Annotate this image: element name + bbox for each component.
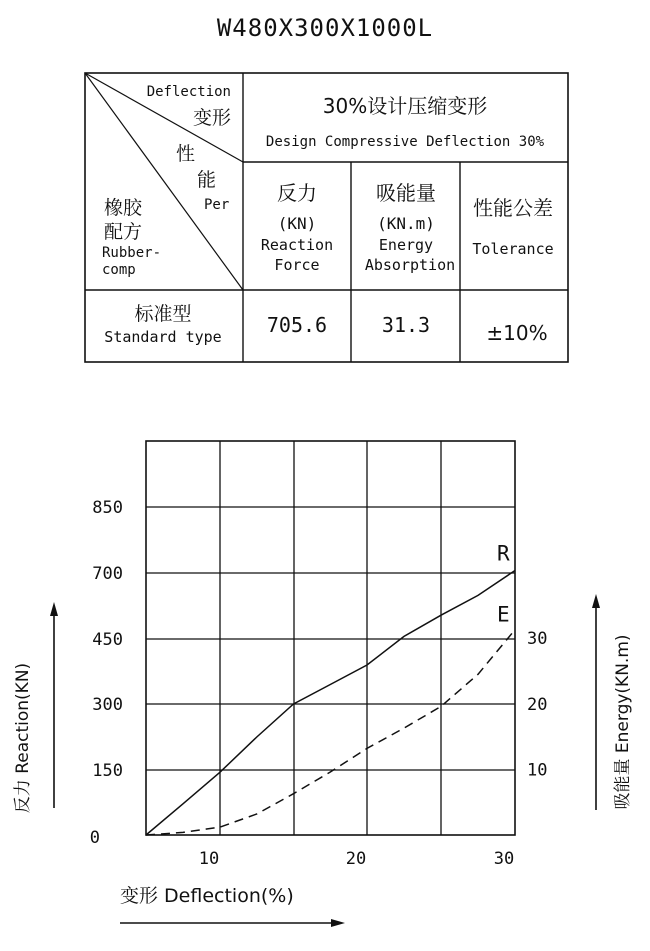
row-reaction-value: 705.6: [266, 313, 328, 337]
series-label-e: E: [497, 602, 510, 627]
x-axis-label: 变形 Deflection(%): [120, 885, 294, 907]
col-energy-en1: Energy: [378, 236, 434, 254]
col-reaction-en1: Reaction: [260, 236, 334, 254]
left-axis-arrow-head: [50, 602, 58, 616]
col-tolerance-cn: 性能公差: [473, 196, 553, 220]
corner-deflection-en: Deflection: [146, 84, 231, 100]
col-reaction-unit: (KN): [277, 214, 317, 233]
corner-per-cn-1: 性: [176, 143, 196, 165]
series-line-e: [146, 630, 515, 835]
x-tick-label: 10: [198, 849, 220, 869]
deflection-chart: [13, 441, 633, 927]
column-header-reaction: [261, 181, 333, 274]
left-tick-label: 850: [92, 498, 123, 518]
row-energy-value: 31.3: [381, 313, 431, 337]
corner-per-en: Per: [204, 197, 230, 213]
series-line-r: [146, 571, 515, 836]
left-tick-label: 150: [92, 761, 123, 781]
col-reaction-en2: Force: [274, 256, 320, 274]
left-tick-label: 300: [92, 695, 123, 715]
left-tick-label: 700: [92, 564, 123, 584]
row-label-en: Standard type: [104, 328, 222, 346]
corner-per-cn-2: 能: [197, 169, 217, 191]
series-label-r: R: [497, 541, 510, 566]
x-axis-arrow-head: [331, 919, 345, 927]
col-energy-cn: 吸能量: [376, 181, 436, 205]
col-energy-unit: (KN.m): [377, 214, 435, 233]
x-tick-label: 20: [345, 849, 367, 869]
x-tick-label: 30: [493, 849, 515, 869]
left-tick-label: 450: [92, 630, 123, 650]
chart-grid: [146, 441, 515, 835]
corner-rubber-en-2: comp: [102, 262, 136, 278]
right-axis-label: 吸能量 Energy(KN.m): [613, 634, 633, 810]
right-axis-arrow-head: [592, 594, 600, 608]
right-tick-label: 20: [527, 694, 548, 715]
design-deflection-cn: 30%设计压缩变形: [322, 94, 488, 118]
corner-rubber-cn-2: 配方: [104, 221, 143, 243]
row-label-cn: 标准型: [134, 303, 192, 325]
col-tolerance-en1: Tolerance: [472, 240, 554, 258]
right-tick-label: 30: [527, 629, 548, 650]
column-header-energy: [365, 181, 455, 274]
page-title: W480X300X1000L: [216, 14, 434, 42]
col-energy-en2: Absorption: [364, 256, 456, 274]
left-axis-ticks: [90, 498, 123, 848]
x-axis-ticks: [199, 849, 514, 869]
right-axis-ticks: [527, 629, 547, 780]
right-tick-label: 10: [527, 760, 548, 781]
series-labels: [497, 542, 510, 627]
corner-deflection-cn: 变形: [192, 107, 231, 129]
chart-series: [146, 571, 515, 836]
left-tick-label: 0: [89, 828, 100, 848]
corner-rubber-en-1: Rubber-: [102, 245, 162, 261]
col-reaction-cn: 反力: [277, 181, 317, 205]
left-axis-label: 反力 Reaction(KN): [13, 662, 33, 814]
corner-rubber-cn-1: 橡胶: [104, 197, 143, 219]
design-deflection-en: Design Compressive Deflection 30%: [265, 134, 545, 150]
plot-frame: [146, 441, 515, 835]
row-tolerance-value: ±10%: [486, 321, 548, 345]
column-header-tolerance: [472, 196, 553, 258]
